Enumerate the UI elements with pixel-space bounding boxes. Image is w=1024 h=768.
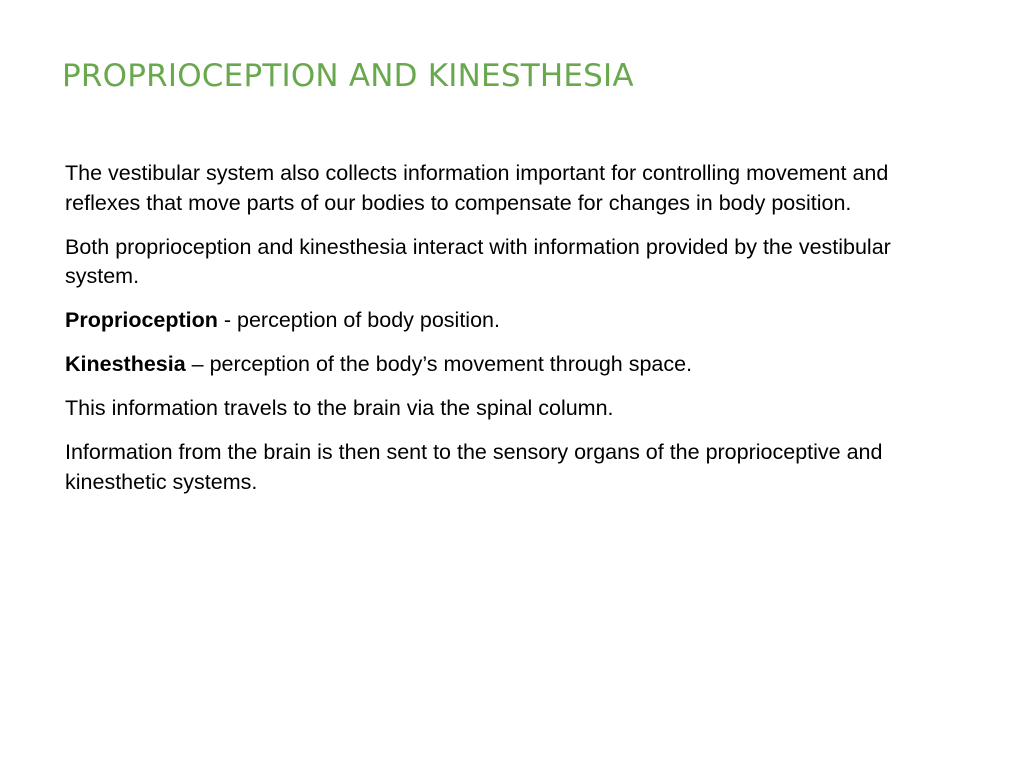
definition-proprioception: - perception of body position. [217, 308, 500, 332]
term-kinesthesia: Kinesthesia [65, 352, 186, 376]
paragraph-brain-to-organs: Information from the brain is then sent to the sensory organs of the proprioceptive and kinesthetic systems. [65, 440, 883, 494]
term-proprioception: Proprioception [65, 308, 218, 332]
paragraph-kinesthesia-definition [65, 350, 965, 380]
paragraph-proprioception-definition [65, 306, 965, 336]
paragraph-interaction: Both proprioception and kinesthesia interact with information provided by the vestibular system. [65, 234, 891, 288]
paragraph-vestibular-system: The vestibular system also collects information important for controlling movement and reflexes that move parts of our bodies to compensate for changes in body position. [65, 161, 889, 215]
definition-kinesthesia: – perception of the body’s movement through space. [185, 352, 693, 376]
slide-title: PROPRIOCEPTION AND KINESTHESIA [62, 58, 634, 94]
paragraph-spinal-column: This information travels to the brain via the spinal column. [65, 396, 614, 420]
slide-body [65, 159, 965, 512]
